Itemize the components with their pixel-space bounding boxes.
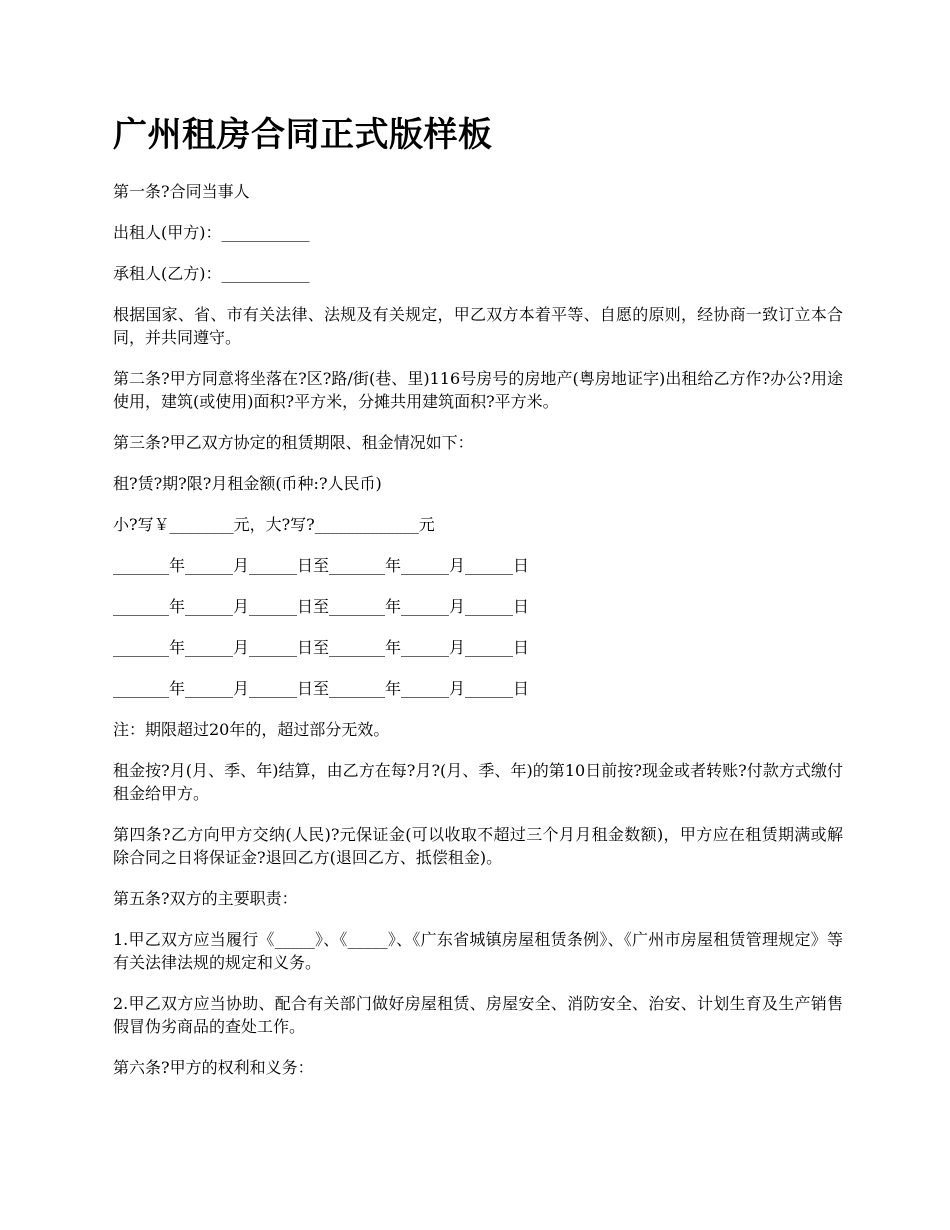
section-4-paragraph: 第四条?乙方向甲方交纳(人民)?元保证金(可以收取不超过三个月月租金数额)，甲方应在租赁期满或解除合同之日将保证金?退回乙方(退回乙方、抵偿租金)。 bbox=[113, 825, 843, 867]
lease-period-line: _______年______月______日至_______年______月______日 bbox=[113, 679, 530, 698]
section-2-paragraph: 第二条?甲方同意将坐落在?区?路/街(巷、里)116号房号的房地产(粤房地证字)出租给乙方作?办公?用途使用，建筑(或使用)面积?平方米，分摊共用建筑面积?平方米。 bbox=[113, 369, 843, 411]
lease-period-line: _______年______月______日至_______年______月______日 bbox=[113, 597, 530, 616]
term-note: 注：期限超过20年的，超过部分无效。 bbox=[113, 720, 390, 739]
document-title: 广州租房合同正式版样板 bbox=[113, 115, 493, 155]
rent-amount-line: 小?写￥________元，大?写?_____________元 bbox=[113, 515, 435, 534]
duty-item-1: 1.甲乙双方应当履行《_____》、《_____》、《广东省城镇房屋租赁条例》、《广州市房屋租赁管理规定》等有关法律法规的规定和义务。 bbox=[113, 930, 843, 972]
document-page bbox=[113, 110, 843, 1097]
section-3-heading: 第三条?甲乙双方协定的租赁期限、租金情况如下： bbox=[113, 433, 474, 452]
lessee-line: 承租人(乙方)：___________ bbox=[113, 264, 310, 283]
preamble-paragraph: 根据国家、省、市有关法律、法规及有关规定，甲乙双方本着平等、自愿的原则，经协商一致订立本合同，并共同遵守。 bbox=[113, 305, 843, 347]
section-6-heading: 第六条?甲方的权利和义务： bbox=[113, 1058, 314, 1077]
rent-table-header: 租?赁?期?限?月租金额(币种:?人民币) bbox=[113, 474, 382, 493]
lease-period-line: _______年______月______日至_______年______月______日 bbox=[113, 556, 530, 575]
duty-item-2: 2.甲乙双方应当协助、配合有关部门做好房屋租赁、房屋安全、消防安全、治安、计划生育及生产销售假冒伪劣商品的查处工作。 bbox=[113, 994, 843, 1036]
section-1-heading: 第一条?合同当事人 bbox=[113, 182, 250, 201]
lessor-line: 出租人(甲方)：___________ bbox=[113, 223, 310, 242]
lease-period-line: _______年______月______日至_______年______月______日 bbox=[113, 638, 530, 657]
section-5-heading: 第五条?双方的主要职责： bbox=[113, 889, 298, 908]
rent-payment-paragraph: 租金按?月(月、季、年)结算，由乙方在每?月?(月、季、年)的第10日前按?现金或者转账?付款方式缴付租金给甲方。 bbox=[113, 761, 843, 803]
